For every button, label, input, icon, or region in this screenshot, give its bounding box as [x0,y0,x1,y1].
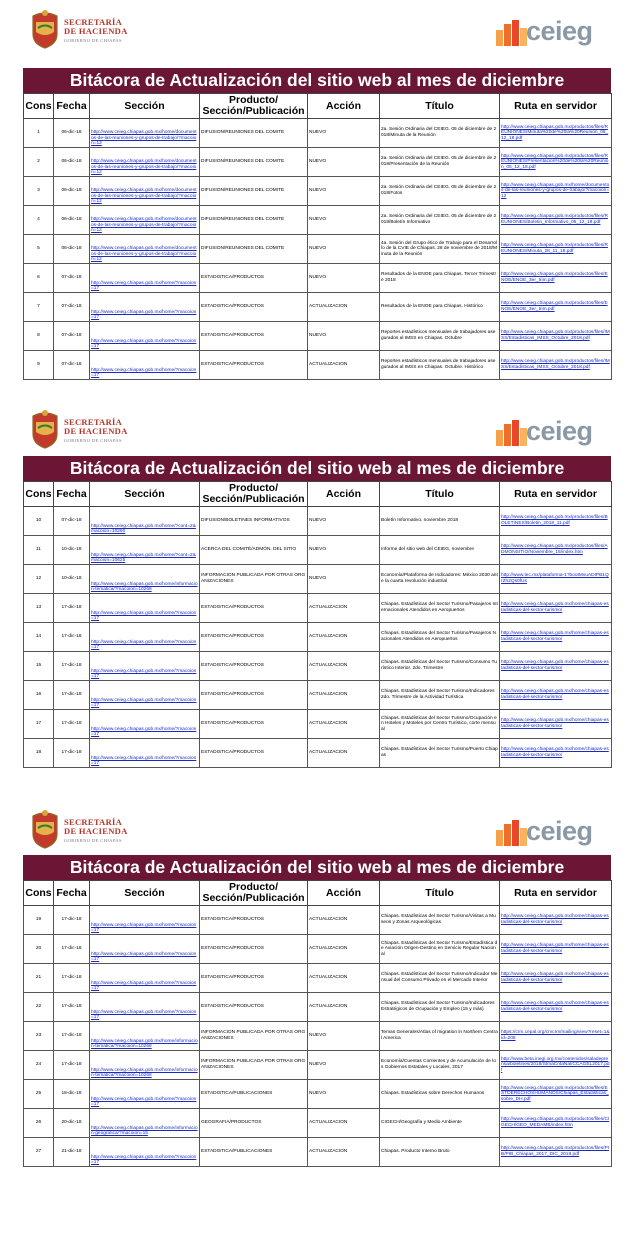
cell-ruta-link[interactable]: http://www.ceieg.chiapas.gob.mx/productos/files/REUNIONES/Minuta%20de%20la%20Reunion_05_12_18.pdf [500,119,612,148]
cell-accion: NUEVO [308,206,380,235]
cell-seccion-link[interactable]: http://www.ceieg.chiapas.gob.mx/home/informacion-tematica/?macoion=10268 [90,565,200,594]
cell-fecha: 17-dic-18 [54,1051,90,1080]
document-page-1 [0,0,641,400]
header-seccion: Sección [90,94,200,119]
cell-producto: DIFUSION/REUNIONES DEL COMITE [200,206,308,235]
cell-fecha: 17-dic-18 [54,681,90,710]
cell-titulo: Chiapas. Estadísticas del Sector Turismo/Puerto Chiapas [380,739,500,768]
cell-producto: ESTADISTICA/PRODUCTOS [200,993,308,1022]
cell-titulo: 2a. Sesión Ordinaria del CEIEG. 05 de diciembre de 2018/Presentación de la Reunión [380,148,500,177]
cell-seccion-link[interactable]: http://www.ceieg.chiapas.gob.mx/home/?macoion=17 [90,1080,200,1109]
cell-cons: 7 [24,293,54,322]
cell-seccion-link[interactable]: http://www.ceieg.chiapas.gob.mx/home/?macoion=17 [90,710,200,739]
ceieg-logo [496,414,606,450]
cell-producto: ESTADISTICA/PRODUCTOS [200,264,308,293]
table-row [24,351,612,380]
header-fecha: Fecha [54,482,90,507]
cell-ruta-link[interactable]: http://www.ceieg.chiapas.gob.mx/home/chiapas-estadisticas-del-sector-turismo/ [500,739,612,768]
cell-producto: GEOGRAFIA/PRODUCTOS [200,1109,308,1138]
cell-fecha: 17-dic-18 [54,964,90,993]
government-wordmark [64,18,128,45]
cell-ruta-link[interactable]: http://www.ceieg.chiapas.gob.mx/home/documentos-de-las-reuniones-y-grupos-de-trabajo/?macoion=12 [500,177,612,206]
header-fecha: Fecha [54,881,90,906]
cell-ruta-link[interactable]: http://www.ceieg.chiapas.gob.mx/home/chiapas-estadisticas-del-sector-turismo/ [500,681,612,710]
table-row [24,710,612,739]
cell-fecha: 06-dic-18 [54,177,90,206]
cell-accion: ACTUALIZACION [308,351,380,380]
cell-cons: 23 [24,1022,54,1051]
cell-seccion-link[interactable]: http://www.ceieg.chiapas.gob.mx/home/?macoion=17 [90,351,200,380]
cell-producto: INFORMACION PUBLICADA POR OTRAS ORGANIZACIONES [200,1022,308,1051]
table-row [24,536,612,565]
cell-producto: ESTADISTICA/PRODUCTOS [200,351,308,380]
table-row [24,177,612,206]
cell-titulo: Chiapas. Estadísticas del Sector Turismo/Ocupación en Hoteles y Moteles por Centro Turístico, corte mensual [380,710,500,739]
cell-seccion-link[interactable]: http://www.ceieg.chiapas.gob.mx/home/?macoion=17 [90,1138,200,1167]
cell-cons: 27 [24,1138,54,1167]
cell-seccion-link[interactable]: http://www.ceieg.chiapas.gob.mx/home/documentos-de-las-reuniones-y-grupos-de-trabajo/?macoion=12 [90,119,200,148]
cell-producto: DIFUSION/REUNIONES DEL COMITE [200,148,308,177]
cell-producto: DIFUSION/BOLETINES INFORMATIVOS [200,507,308,536]
cell-cons: 26 [24,1109,54,1138]
cell-fecha: 18-dic-18 [54,1080,90,1109]
header-titulo: Título [380,482,500,507]
cell-ruta-link[interactable]: http://www.ceieg.chiapas.gob.mx/home/chiapas-estadisticas-del-sector-turismo/ [500,993,612,1022]
cell-cons: 17 [24,710,54,739]
cell-seccion-link[interactable]: http://www.ceieg.chiapas.gob.mx/home/informacion-tematica/?macoion=10268 [90,1051,200,1080]
cell-cons: 21 [24,964,54,993]
cell-seccion-link[interactable]: http://www.ceieg.chiapas.gob.mx/home/?macoion=17 [90,652,200,681]
table-row [24,148,612,177]
cell-titulo: Chiapas. Estadísticas del Sector Turismo/Estadística de Aviación Origen-Destino en Servicio Regular Nacional [380,935,500,964]
header-fecha: Fecha [54,94,90,119]
cell-seccion-link[interactable]: http://www.ceieg.chiapas.gob.mx/home/documentos-de-las-reuniones-y-grupos-de-trabajo/?macoion=12 [90,177,200,206]
cell-producto: ESTADISTICA/PRODUCTOS [200,623,308,652]
page-header [0,800,641,860]
cell-titulo: 2a. Sesión Ordinaria del CEIEG. 05 de diciembre de 2018/Fotos [380,177,500,206]
org-name-line1: SECRETARÍA [64,17,123,27]
cell-ruta-link[interactable]: http://www.ceieg.chiapas.gob.mx/productos/files/REUNIONES/Presentacion%20de%20la%20Reunion_05_12_18.pdf [500,148,612,177]
cell-titulo: Chiapas. Estadísticas del Sector Turismo/Visitas a Museos y Zonas Arqueológicas [380,906,500,935]
cell-fecha: 10-dic-18 [54,536,90,565]
cell-ruta-link[interactable]: http://www.ceieg.chiapas.gob.mx/home/chiapas-estadisticas-del-sector-turismo/ [500,935,612,964]
cell-fecha: 17-dic-18 [54,594,90,623]
table-row [24,507,612,536]
cell-producto: ESTADISTICA/PRODUCTOS [200,964,308,993]
cell-producto: ESTADISTICA/PRODUCTOS [200,293,308,322]
ceieg-bars-icon [496,820,530,846]
header-cons: Cons [24,482,54,507]
table-row [24,1109,612,1138]
cell-fecha: 17-dic-18 [54,906,90,935]
cell-fecha: 06-dic-18 [54,148,90,177]
cell-seccion-link[interactable]: http://www.ceieg.chiapas.gob.mx/home/?macoion=17 [90,993,200,1022]
cell-titulo: Chiapas. Estadísticas del Sector Turismo/Pasajeros Internacionales Atendidos en Aeropuertos [380,594,500,623]
cell-accion: ACTUALIZACION [308,594,380,623]
cell-cons: 3 [24,177,54,206]
chiapas-seal-icon [30,808,60,850]
cell-seccion-link[interactable]: http://www.ceieg.chiapas.gob.mx/home/?macoion=17 [90,293,200,322]
cell-accion: NUEVO [308,1080,380,1109]
cell-fecha: 07-dic-18 [54,351,90,380]
cell-accion: NUEVO [308,565,380,594]
cell-accion: NUEVO [308,1022,380,1051]
cell-fecha: 07-dic-18 [54,264,90,293]
cell-cons: 25 [24,1080,54,1109]
cell-ruta-link[interactable]: https://crm.cepal.org/crvcrm/mailing/view?reset=1&id=205 [500,1022,612,1051]
table-row [24,235,612,264]
cell-ruta-link[interactable]: http://www.beta.inegi.org.mx/contenidos/saladeprensa/boletines/2018/StmaCntaNal/CCAGEL2017.pdf [500,1051,612,1080]
cell-producto: ESTADISTICA/PUBLICACIONES [200,1080,308,1109]
cell-producto: INFORMACION PUBLICADA POR OTRAS ORGANIZACIONES [200,565,308,594]
cell-seccion-link[interactable]: http://www.ceieg.chiapas.gob.mx/home/?macoion=17 [90,935,200,964]
cell-seccion-link[interactable]: http://www.ceieg.chiapas.gob.mx/home/?cont=2&macoion=10625 [90,536,200,565]
cell-seccion-link[interactable]: http://www.ceieg.chiapas.gob.mx/home/?macoion=17 [90,906,200,935]
org-name-line1: SECRETARÍA [64,417,123,427]
cell-titulo: Temas Generales/Atlas of migration in Northern Central America [380,1022,500,1051]
cell-seccion-link[interactable]: http://www.ceieg.chiapas.gob.mx/home/informacion-tematica/?macoion=10268 [90,1022,200,1051]
org-name-line1: SECRETARÍA [64,817,123,827]
table-row [24,206,612,235]
cell-fecha: 07-dic-18 [54,322,90,351]
cell-fecha: 17-dic-18 [54,1022,90,1051]
org-name-line3: GOBIERNO DE CHIAPAS [64,438,122,443]
cell-ruta-link[interactable]: http://www.ceieg.chiapas.gob.mx/home/chiapas-estadisticas-del-sector-turismo/ [500,710,612,739]
cell-ruta-link[interactable]: http://www.ceieg.chiapas.gob.mx/productos/files/IMSS/Estadisticas_IMSS_Octubre_2018.pdf [500,351,612,380]
cell-seccion-link[interactable]: http://www.ceieg.chiapas.gob.mx/home/?macoion=17 [90,681,200,710]
header-ruta: Ruta en servidor [500,881,612,906]
cell-ruta-link[interactable]: http://www.ceieg.chiapas.gob.mx/productos/files/IMSS/Estadisticas_IMSS_Octubre_2018.pdf [500,322,612,351]
cell-cons: 5 [24,235,54,264]
table-row [24,119,612,148]
page-title: Bitácora de Actualización del sitio web al mes de diciembre [23,68,611,93]
log-table [23,481,612,768]
cell-producto: ESTADISTICA/PRODUCTOS [200,652,308,681]
cell-titulo: Chiapas. Estadísticas del Sector Turismo/Consumo Turístico Interior. 2do. Trimestre [380,652,500,681]
table-row [24,565,612,594]
cell-cons: 20 [24,935,54,964]
table-header-row [24,881,612,906]
cell-accion: ACTUALIZACION [308,652,380,681]
government-wordmark [64,418,128,445]
cell-cons: 11 [24,536,54,565]
header-ruta: Ruta en servidor [500,482,612,507]
cell-fecha: 07-dic-18 [54,293,90,322]
cell-fecha: 06-dic-18 [54,206,90,235]
cell-ruta-link[interactable]: http://www.ceieg.chiapas.gob.mx/home/chiapas-estadisticas-del-sector-turismo/ [500,652,612,681]
cell-fecha: 17-dic-18 [54,710,90,739]
cell-ruta-link[interactable]: http://www.ceieg.chiapas.gob.mx/home/chiapas-estadisticas-del-sector-turismo/ [500,964,612,993]
cell-producto: ESTADISTICA/PRODUCTOS [200,322,308,351]
cell-cons: 13 [24,594,54,623]
cell-accion: NUEVO [308,177,380,206]
cell-cons: 4 [24,206,54,235]
cell-titulo: Chiapas. Producto Interno Bruto [380,1138,500,1167]
cell-accion: ACTUALIZACION [308,906,380,935]
table-header-row [24,94,612,119]
log-table-block [23,456,611,768]
cell-producto: DIFUSION/REUNIONES DEL COMITE [200,235,308,264]
header-titulo: Título [380,94,500,119]
cell-accion: ACTUALIZACION [308,739,380,768]
table-row [24,594,612,623]
cell-titulo: 2a. Sesión Ordinaria del CEIEG. 05 de diciembre de 2018/Boletín Informativo [380,206,500,235]
cell-fecha: 10-dic-18 [54,565,90,594]
cell-ruta-link[interactable]: http://www.ceieg.chiapas.gob.mx/productos/files/ENOE/ENOE_3er_trim.pdf [500,264,612,293]
header-accion: Acción [308,482,380,507]
ceieg-bars-icon [496,420,530,446]
document-page-3 [0,800,641,1200]
header-cons: Cons [24,94,54,119]
cell-cons: 24 [24,1051,54,1080]
page-title: Bitácora de Actualización del sitio web al mes de diciembre [23,855,611,880]
cell-seccion-link[interactable]: http://www.ceieg.chiapas.gob.mx/home/informacion-geografica/?macoion=15 [90,1109,200,1138]
cell-fecha: 07-dic-18 [54,507,90,536]
cell-accion: NUEVO [308,235,380,264]
header-producto: Producto/ Sección/Publicación [200,881,308,906]
table-row [24,322,612,351]
table-body [24,906,612,1167]
government-wordmark [64,818,128,845]
cell-cons: 14 [24,623,54,652]
cell-ruta-link[interactable]: http://www.ceieg.chiapas.gob.mx/productos/files/PIB/PIB_Chiapas_2017_DIC_2018.pdf [500,1138,612,1167]
header-seccion: Sección [90,482,200,507]
cell-fecha: 17-dic-18 [54,993,90,1022]
table-row [24,1080,612,1109]
cell-accion: ACTUALIZACION [308,964,380,993]
header-accion: Acción [308,94,380,119]
cell-accion: ACTUALIZACION [308,623,380,652]
cell-seccion-link[interactable]: http://www.ceieg.chiapas.gob.mx/home/?macoion=17 [90,594,200,623]
cell-accion: NUEVO [308,536,380,565]
cell-accion: ACTUALIZACION [308,681,380,710]
cell-titulo: Economía/Plataforma de Indicadores: México 2030 ante la cuarta revolución industrial [380,565,500,594]
header-producto: Producto/ Sección/Publicación [200,94,308,119]
cell-titulo: Chiapas. Estadísticas del Sector Turismo/Indicadores Estratégicos de Ocupación y Empleo (15 y más) [380,993,500,1022]
cell-ruta-link[interactable]: http://www.ceieg.chiapas.gob.mx/home/chiapas-estadisticas-del-sector-turismo/ [500,906,612,935]
cell-cons: 18 [24,739,54,768]
cell-ruta-link[interactable]: http://www.ceieg.chiapas.gob.mx/productos/files/ENOE/ENOE_3er_trim.pdf [500,293,612,322]
cell-accion: NUEVO [308,264,380,293]
log-table-block [23,855,611,1167]
cell-fecha: 06-dic-18 [54,119,90,148]
ceieg-logo-text: ceieg [526,416,593,446]
cell-producto: ESTADISTICA/PRODUCTOS [200,594,308,623]
table-row [24,1022,612,1051]
org-name-line3: GOBIERNO DE CHIAPAS [64,38,122,43]
page-header [0,0,641,60]
cell-cons: 10 [24,507,54,536]
cell-producto: ESTADISTICA/PRODUCTOS [200,906,308,935]
cell-accion: ACTUALIZACION [308,993,380,1022]
table-row [24,964,612,993]
cell-ruta-link[interactable]: http://www.ceieg.chiapas.gob.mx/productos/files/REUNIONES/Minuta_28_11_18.pdf [500,235,612,264]
table-row [24,993,612,1022]
cell-titulo: Resultados de la ENOE para Chiapas. Histórico [380,293,500,322]
cell-titulo: Reportes estadísticos mensuales de trabajadores asegurados al IMSS en Chiapas. Octubre. Histórico [380,351,500,380]
cell-titulo: CIGECH/Geografía y Medio Ambiente [380,1109,500,1138]
cell-cons: 16 [24,681,54,710]
header-ruta: Ruta en servidor [500,94,612,119]
cell-seccion-link[interactable]: http://www.ceieg.chiapas.gob.mx/home/documentos-de-las-reuniones-y-grupos-de-trabajo/?macoion=12 [90,206,200,235]
ceieg-logo [496,814,606,850]
cell-accion: NUEVO [308,148,380,177]
ceieg-logo [496,14,606,50]
table-row [24,1138,612,1167]
cell-accion: ACTUALIZACION [308,710,380,739]
cell-producto: ESTADISTICA/PRODUCTOS [200,681,308,710]
cell-producto: DIFUSION/REUNIONES DEL COMITE [200,119,308,148]
cell-titulo: 4a. Sesión del Grupo ético de Trabajo para el Desarrollo de la CVIE de Chiapas. 28 de noviembre de 2018/Minuta de la Reunión [380,235,500,264]
cell-fecha: 17-dic-18 [54,739,90,768]
cell-producto: DIFUSION/REUNIONES DEL COMITE [200,177,308,206]
cell-seccion-link[interactable]: http://www.ceieg.chiapas.gob.mx/home/?macoion=17 [90,322,200,351]
ceieg-bars-icon [496,20,530,46]
cell-producto: ESTADISTICA/PRODUCTOS [200,935,308,964]
chiapas-seal-icon [30,408,60,450]
table-row [24,906,612,935]
cell-fecha: 17-dic-18 [54,623,90,652]
table-row [24,739,612,768]
cell-cons: 8 [24,322,54,351]
cell-producto: ESTADISTICA/PRODUCTOS [200,710,308,739]
cell-titulo: Economía/Cuentas Corrientes y de Acumulación de los Gobiernos Estatales y Locales, 2017 [380,1051,500,1080]
cell-producto: ESTADISTICA/PUBLICACIONES [200,1138,308,1167]
cell-titulo: Informe del sitio web del CEIEG, noviembre [380,536,500,565]
cell-cons: 15 [24,652,54,681]
cell-ruta-link[interactable]: http://www.ceieg.chiapas.gob.mx/productos/files/BOLETINES/Boletin_2018_11.pdf [500,507,612,536]
table-row [24,935,612,964]
cell-titulo: Boletín Informativo, noviembre 2018 [380,507,500,536]
cell-ruta-link[interactable]: http://www.tec.mx/plataforma-1?bootMvuADIPB1QrZh2Qs0fUs [500,565,612,594]
cell-cons: 19 [24,906,54,935]
cell-ruta-link[interactable]: http://www.ceieg.chiapas.gob.mx/productos/files/ESTDERECHOSHUMANOS/Chiapas_Estadisticas_sobre_DH.pdf [500,1080,612,1109]
cell-accion: NUEVO [308,507,380,536]
cell-cons: 1 [24,119,54,148]
cell-ruta-link[interactable]: http://www.ceieg.chiapas.gob.mx/productos/files/ADMONSITIO/Noviembre_18/index.htm [500,536,612,565]
page-title: Bitácora de Actualización del sitio web al mes de diciembre [23,456,611,481]
table-body [24,119,612,380]
table-row [24,264,612,293]
cell-fecha: 17-dic-18 [54,935,90,964]
org-name-line2: DE HACIENDA [64,826,128,836]
cell-cons: 6 [24,264,54,293]
table-row [24,681,612,710]
cell-producto: INFORMACION PUBLICADA POR OTRAS ORGANIZACIONES [200,1051,308,1080]
cell-seccion-link[interactable]: http://www.ceieg.chiapas.gob.mx/home/?cont=2&macoion=10260 [90,507,200,536]
header-titulo: Título [380,881,500,906]
cell-fecha: 06-dic-18 [54,235,90,264]
table-row [24,623,612,652]
cell-seccion-link[interactable]: http://www.ceieg.chiapas.gob.mx/home/?macoion=17 [90,964,200,993]
org-name-line2: DE HACIENDA [64,26,128,36]
cell-titulo: 2a. Sesión Ordinaria del CEIEG. 05 de diciembre de 2018/Minuta de la Reunión [380,119,500,148]
cell-accion: NUEVO [308,119,380,148]
cell-titulo: Chiapas. Estadísticas sobre Derechos Humanos [380,1080,500,1109]
org-name-line3: GOBIERNO DE CHIAPAS [64,838,122,843]
page-header [0,400,641,460]
chiapas-seal-icon [30,8,60,50]
header-cons: Cons [24,881,54,906]
cell-seccion-link[interactable]: http://www.ceieg.chiapas.gob.mx/home/documentos-de-las-reuniones-y-grupos-de-trabajo/?macoion=12 [90,148,200,177]
cell-titulo: Chiapas. Estadísticas del Sector Turismo/Indicador Mensual del Consumo Privado en el Mercado Interior [380,964,500,993]
cell-titulo: Resultados de la ENOE para Chiapas. Tercer Trimestre 2018 [380,264,500,293]
cell-accion: ACTUALIZACION [308,1138,380,1167]
cell-accion: ACTUALIZACION [308,293,380,322]
table-row [24,652,612,681]
log-table [23,93,612,380]
cell-cons: 22 [24,993,54,1022]
cell-titulo: Chiapas. Estadísticas del Sector Turismo/Indicadores 2do. Trimestre de la Actividad Turística [380,681,500,710]
ceieg-logo-text: ceieg [526,816,593,846]
cell-cons: 9 [24,351,54,380]
cell-ruta-link[interactable]: http://www.ceieg.chiapas.gob.mx/productos/files/CIGECH/GEO_MEDAMB/index.htm [500,1109,612,1138]
org-name-line2: DE HACIENDA [64,426,128,436]
document-page-2 [0,400,641,800]
header-accion: Acción [308,881,380,906]
cell-fecha: 17-dic-18 [54,652,90,681]
cell-cons: 12 [24,565,54,594]
cell-accion: ACTUALIZACION [308,1109,380,1138]
cell-seccion-link[interactable]: http://www.ceieg.chiapas.gob.mx/home/documentos-de-las-reuniones-y-grupos-de-trabajo/?macoion=12 [90,235,200,264]
ceieg-logo-text: ceieg [526,16,593,46]
log-table [23,880,612,1167]
cell-accion: NUEVO [308,1051,380,1080]
table-body [24,507,612,768]
cell-producto: ACERCA DEL COMITÉ/ADMÓN. DEL SITIO [200,536,308,565]
header-producto: Producto/ Sección/Publicación [200,482,308,507]
table-row [24,1051,612,1080]
cell-titulo: Reportes estadísticos mensuales de trabajadores asegurados al IMSS en Chiapas. Octubre [380,322,500,351]
cell-accion: ACTUALIZACION [308,935,380,964]
cell-ruta-link[interactable]: http://www.ceieg.chiapas.gob.mx/productos/files/REUNIONES/Boletin_Informativo_05_12_18.pdf [500,206,612,235]
cell-seccion-link[interactable]: http://www.ceieg.chiapas.gob.mx/home/?macoion=17 [90,623,200,652]
table-header-row [24,482,612,507]
cell-seccion-link[interactable]: http://www.ceieg.chiapas.gob.mx/home/?macoion=17 [90,264,200,293]
cell-fecha: 21-dic-18 [54,1138,90,1167]
cell-producto: ESTADISTICA/PRODUCTOS [200,739,308,768]
header-seccion: Sección [90,881,200,906]
table-row [24,293,612,322]
log-table-block [23,68,611,380]
cell-accion: NUEVO [308,322,380,351]
cell-fecha: 20-dic-18 [54,1109,90,1138]
cell-ruta-link[interactable]: http://www.ceieg.chiapas.gob.mx/home/chiapas-estadisticas-del-sector-turismo/ [500,594,612,623]
cell-seccion-link[interactable]: http://www.ceieg.chiapas.gob.mx/home/?macoion=17 [90,739,200,768]
cell-cons: 2 [24,148,54,177]
cell-ruta-link[interactable]: http://www.ceieg.chiapas.gob.mx/home/chiapas-estadisticas-del-sector-turismo/ [500,623,612,652]
cell-titulo: Chiapas. Estadísticas del Sector Turismo/Pasajeros Nacionales Atendidos en Aeropuertos [380,623,500,652]
